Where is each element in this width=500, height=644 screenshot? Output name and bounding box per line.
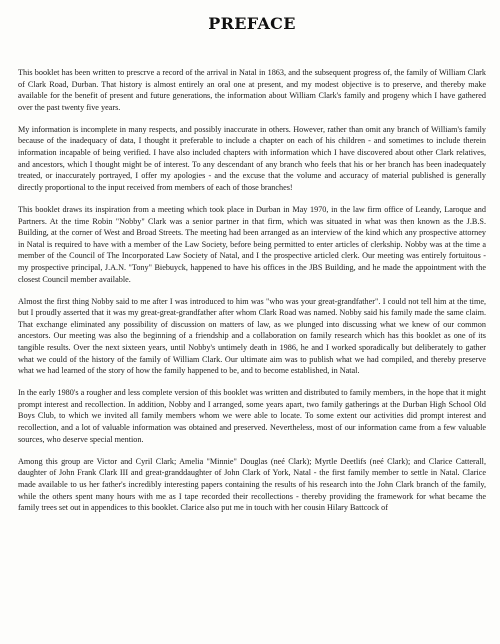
paragraph-5: In the early 1980's a rougher and less complete version of this booklet was written and distributed to family members, in the hope that it might prompt interest and recollection. In addition, Nobby and I arranged, some years apart, two family gatherings at the Durban High School Old Boys Club, to which we invited all family members whom we were able to locate. To some extent our activities did prompt interest and recollection, and a lot of valuable information was obtained and preserved. Nevertheless, most of our information came from a few valuable sources, who deserve special mention.	[18, 388, 486, 444]
paragraph-1: This booklet has been written to prescrve a record of the arrival in Natal in 1863, and the subsequent progress of, the family of William Clark of Clark Road, Durban. That history is almost entirely an oral one at present, and my modest objective is to preserve, and thereby make available for the benefit of present and future generations, the information about William Clark's family and progeny which I have gathered over the past twenty five years.	[18, 68, 486, 112]
page-title: PREFACE	[208, 14, 296, 33]
paragraph-3: This booklet draws its inspiration from a meeting which took place in Durban in May 1970, in the law firm office of Leandy, Laroque and Partners. At the time Robin "Nobby" Clark was a senior partner in that firm, which was situated in what was then known as the J.B.S. Building, at the corner of West and Broad Streets. The meeting had been arranged as an interview of the kind which any prospective attorney in Natal is required to have with a member of the Law Society, before being permitted to enter articles of clerkship. Nobby was at the time a member of the Council of The Incorporated Law Society of Natal, and I the prospective articled clerk. Our meeting was entirely fortuitous - my prospective principal, J.A.N. "Tony" Biebuyck, happened to have his offices in the JBS Building, and he made the appointment with the closest Council member available.	[18, 204, 486, 284]
paragraph-6: Among this group are Victor and Cyril Clark; Amelia "Minnie" Douglas (neé Clark); Myrtle Deetlifs (neé Clark); and Clarice Catterall, daughter of John Frank Clark III and great-granddaughter of John Clark of York, Natal - the first family member to settle in Natal. Clarice made available to us her father's incredibly interesting papers containing the results of his research into the John Clark branch of the family, while the others spent many hours with me as I tape recorded their recollections - thereby providing the framework for what became the family trees set out in appendices to this booklet. Clarice also put me in touch with her cousin Hilary Battcock of	[18, 456, 486, 513]
paragraph-2: My information is incomplete in many respects, and possibly inaccurate in others. However, rather than omit any branch of William's family because of the inadequacy of data, I thought it preferable to include a chapter on each of his children - and sometimes to include therein information incapable of being verified. I have also included chapters with information which I have discovered about other Clark relatives, and ancestors, which I thought might be of interest. To any descendant of any branch who feels that his or her branch has been inadequately treated, or inaccurately portrayed, I offer my apologies - and the excuse that the volume and accuracy of material published is generally directly proportional to the input received from members of each of those branches!	[18, 124, 486, 192]
paragraph-4: Almost the first thing Nobby said to me after I was introduced to him was "who was your great-grandfather". I could not tell him at the time, but I proudly asserted that it was my great-great-grandfather after whom Clark Road was named. Nobby said his family made the same claim. That exchange eliminated any possibility of discussion on matters of law, as we plunged into discussing what we knew of our common ancestors. Our meeting was also the beginning of a friendship and a collaboration on family research which has this booklet as one of its tangible results. Over the next sixteen years, until Nobby's untimely death in 1986, he and I worked sporadically but deliberately to gather what we could of the history of the family of William Clark. Our ultimate aim was to publish what we had compiled, and thereby preserve what we had learned of the story of how the family happened to be, and to become established, in Natal.	[18, 296, 486, 376]
